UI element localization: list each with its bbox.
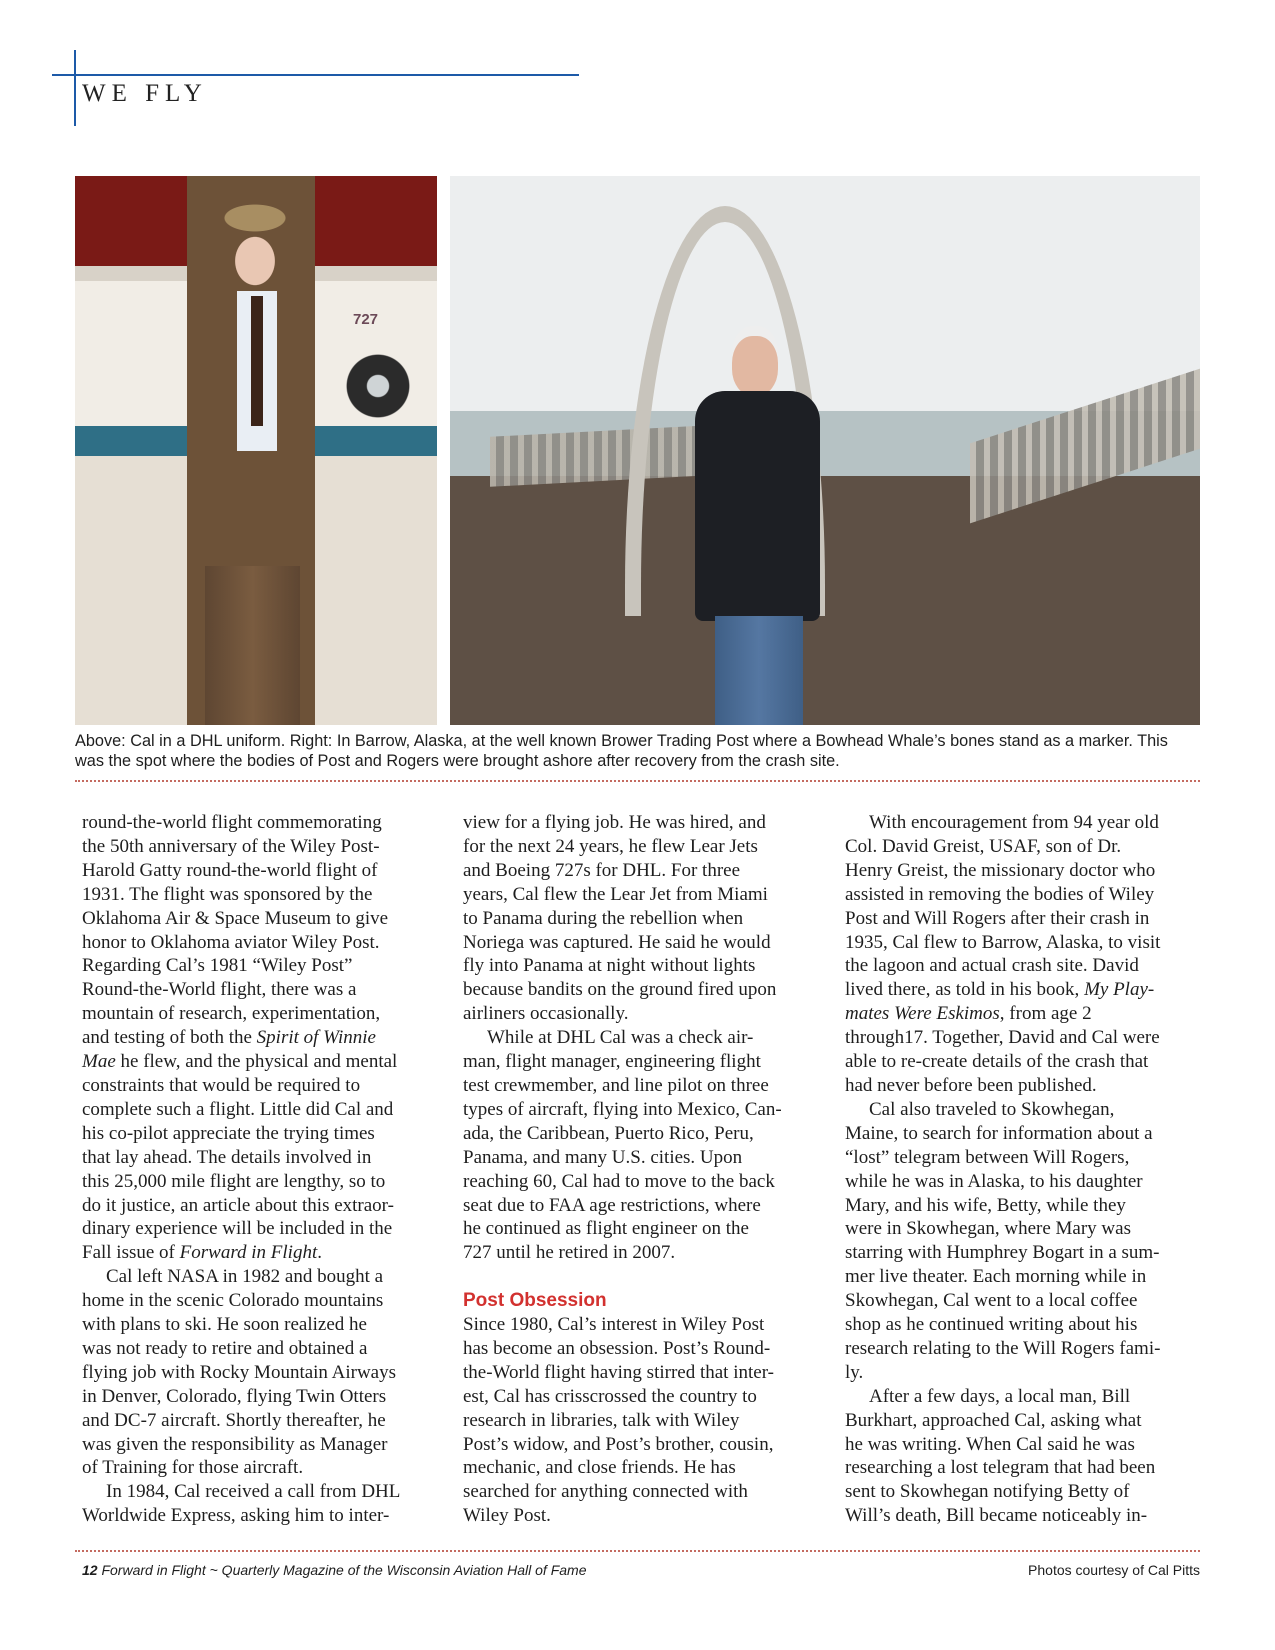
- photo-caption: Above: Cal in a DHL uniform. Right: In Barrow, Alaska, at the well known Brower Trading Post where a Bowhead Whale’s bones stand as a marker. This was the spot where the bodies of Post and Rogers were brought ashore after recovery from the crash site.: [75, 732, 1168, 770]
- text-run: Fall issue of: [82, 1242, 180, 1264]
- text-line: Oklahoma Air & Space Museum to give: [82, 907, 389, 929]
- text-line: reaching 60, Cal had to move to the back: [463, 1170, 775, 1192]
- text-run: lived there, as told in his book,: [845, 979, 1085, 1001]
- text-line: view for a flying job. He was hired, and: [463, 812, 766, 833]
- text-line: able to re-create details of the crash that: [845, 1051, 1149, 1073]
- text-line: and Boeing 727s for DHL. For three: [463, 859, 741, 881]
- text-run: , from age 2: [999, 1003, 1092, 1025]
- text-line: home in the scenic Colorado mountains: [82, 1290, 384, 1312]
- text-line: Noriega was captured. He said he would: [463, 931, 771, 953]
- text-line: through17. Together, David and Cal were: [845, 1027, 1160, 1049]
- text-line: 1935, Cal flew to Barrow, Alaska, to visit: [845, 931, 1161, 953]
- text-line: he continued as flight engineer on the: [463, 1218, 749, 1240]
- text-line: the-World flight having stirred that inter-: [463, 1361, 774, 1383]
- text-line: mer live theater. Each morning while in: [845, 1266, 1147, 1288]
- text-line: researching a lost telegram that had been: [845, 1457, 1156, 1479]
- text-line: because bandits on the ground fired upon: [463, 979, 777, 1001]
- text-line: dinary experience will be included in the: [82, 1218, 393, 1240]
- text-line: “lost” telegram between Will Rogers,: [845, 1146, 1130, 1168]
- text-line: shop as he continued writing about his: [845, 1314, 1138, 1336]
- text-line: Panama, and many U.S. cities. Upon: [463, 1146, 743, 1168]
- photo-shape: [343, 346, 413, 426]
- text-line: he was writing. When Cal said he was: [845, 1433, 1135, 1455]
- header-vertical-rule: [74, 50, 76, 126]
- text-line: [82, 1050, 432, 1074]
- footer-dotted-rule: [75, 1550, 1200, 1552]
- text-line: of Training for those aircraft.: [82, 1457, 304, 1479]
- text-line: airliners occasionally.: [463, 1003, 629, 1025]
- text-line: that lay ahead. The details involved in: [82, 1146, 372, 1168]
- photo-cal-dhl-uniform: [75, 176, 437, 725]
- page-number: 12: [82, 1562, 98, 1578]
- text-run: .: [317, 1242, 322, 1264]
- text-line: Wiley Post.: [463, 1505, 551, 1527]
- text-line: his co-pilot appreciate the trying times: [82, 1122, 375, 1144]
- book-title-italic: My Play-: [1084, 979, 1155, 1001]
- text-line: was not ready to retire and obtained a: [82, 1337, 368, 1359]
- text-line: research in libraries, talk with Wiley: [463, 1409, 740, 1431]
- text-line: years, Cal flew the Lear Jet from Miami: [463, 883, 768, 905]
- photo-shape: [732, 336, 778, 396]
- text-line: flying job with Rocky Mountain Airways: [82, 1361, 397, 1383]
- text-line: ly.: [845, 1361, 864, 1383]
- text-line: Burkhart, approached Cal, asking what: [845, 1409, 1142, 1431]
- text-line: Since 1980, Cal’s interest in Wiley Post: [463, 1314, 765, 1336]
- text-line: this 25,000 mile flight are lengthy, so to: [82, 1170, 386, 1192]
- text-line: with plans to ski. He soon realized he: [82, 1314, 367, 1336]
- publication-name: Forward in Flight ~ Quarterly Magazine of the Wisconsin Aviation Hall of Fame: [97, 1562, 587, 1578]
- text-line: while he was in Alaska, to his daughter: [845, 1170, 1143, 1192]
- text-line: 727 until he retired in 2007.: [463, 1242, 676, 1264]
- aircraft-label: 727: [353, 311, 379, 328]
- text-line: Post’s widow, and Post’s brother, cousin,: [463, 1433, 774, 1455]
- text-run: he flew, and the physical and mental: [115, 1051, 398, 1073]
- text-line: seat due to FAA age restrictions, where: [463, 1194, 761, 1216]
- text-line: [845, 978, 1195, 1002]
- text-line: Skowhegan, Cal went to a local coffee: [845, 1290, 1138, 1312]
- text-line: research relating to the Will Rogers fami-: [845, 1337, 1161, 1359]
- text-line: While at DHL Cal was a check air-: [487, 1027, 754, 1049]
- text-line: est, Cal has crisscrossed the country to: [463, 1385, 757, 1407]
- text-line: [82, 1026, 432, 1050]
- article-column-2: [463, 811, 813, 1528]
- photo-barrow-whale-bones: [450, 176, 1200, 725]
- section-title: WE FLY: [82, 80, 208, 107]
- text-line: After a few days, a local man, Bill: [869, 1385, 1131, 1407]
- book-title-italic: mates Were Eskimos: [845, 1003, 1000, 1025]
- text-run: and testing of both the: [82, 1027, 257, 1049]
- footer-publication: [82, 1562, 587, 1578]
- text-line: Worldwide Express, asking him to inter-: [82, 1505, 390, 1527]
- text-line: round-the-world flight commemorating: [82, 812, 382, 833]
- footer-photo-credit: Photos courtesy of Cal Pitts: [1028, 1562, 1200, 1578]
- photo-shape: [970, 369, 1200, 524]
- text-line: Cal also traveled to Skowhegan,: [869, 1098, 1115, 1120]
- photo-shape: [251, 296, 263, 426]
- article-column-1: [82, 811, 432, 1528]
- subhead-post-obsession: Post Obsession: [463, 1290, 607, 1312]
- text-line: to Panama during the rebellion when: [463, 907, 744, 929]
- text-line: With encouragement from 94 year old: [869, 812, 1159, 833]
- text-line: Regarding Cal’s 1981 “Wiley Post”: [82, 955, 353, 977]
- text-line: [845, 1002, 1195, 1026]
- header-horizontal-rule: [52, 74, 579, 76]
- text-line: had never before been published.: [845, 1074, 1097, 1096]
- text-line: Col. David Greist, USAF, son of Dr.: [845, 835, 1122, 857]
- text-line: Mary, and his wife, Betty, while they: [845, 1194, 1126, 1216]
- aircraft-name-italic: Spirit of Winnie: [256, 1027, 376, 1049]
- text-line: mechanic, and close friends. He has: [463, 1457, 736, 1479]
- text-line: [82, 1241, 432, 1265]
- text-line: In 1984, Cal received a call from DHL: [106, 1481, 401, 1503]
- text-line: has become an obsession. Post’s Round-: [463, 1337, 771, 1359]
- text-line: starring with Humphrey Bogart in a sum-: [845, 1242, 1160, 1264]
- text-line: the 50th anniversary of the Wiley Post-: [82, 835, 380, 857]
- text-line: and DC-7 aircraft. Shortly thereafter, he: [82, 1409, 386, 1431]
- text-line: man, flight manager, engineering flight: [463, 1051, 761, 1073]
- text-line: complete such a flight. Little did Cal and: [82, 1098, 394, 1120]
- text-line: honor to Oklahoma aviator Wiley Post.: [82, 931, 380, 953]
- text-line: ada, the Caribbean, Puerto Rico, Peru,: [463, 1122, 754, 1144]
- text-line: Round-the-World flight, there was a: [82, 979, 357, 1001]
- aircraft-name-italic: Mae: [82, 1051, 116, 1073]
- text-line: Harold Gatty round-the-world flight of: [82, 859, 378, 881]
- caption-dotted-rule: [75, 780, 1200, 782]
- text-line: Cal left NASA in 1982 and bought a: [106, 1266, 384, 1288]
- text-line: were in Skowhegan, where Mary was: [845, 1218, 1131, 1240]
- text-line: do it justice, an article about this extraor-: [82, 1194, 394, 1216]
- text-line: types of aircraft, flying into Mexico, Can-: [463, 1098, 782, 1120]
- text-line: 1931. The flight was sponsored by the: [82, 883, 373, 905]
- photo-shape: [715, 616, 803, 725]
- photo-shape: [695, 391, 820, 621]
- text-line: constraints that would be required to: [82, 1074, 361, 1096]
- text-line: the lagoon and actual crash site. David: [845, 955, 1139, 977]
- text-line: Post and Will Rogers after their crash in: [845, 907, 1150, 929]
- text-line: was given the responsibility as Manager: [82, 1433, 388, 1455]
- text-line: Will’s death, Bill became noticeably in-: [845, 1505, 1148, 1527]
- article-column-3: [845, 811, 1195, 1528]
- photo-shape: [205, 566, 300, 725]
- text-line: test crewmember, and line pilot on three: [463, 1074, 769, 1096]
- text-line: sent to Skowhegan notifying Betty of: [845, 1481, 1130, 1503]
- text-line: searched for anything connected with: [463, 1481, 748, 1503]
- text-line: in Denver, Colorado, flying Twin Otters: [82, 1385, 387, 1407]
- text-line: fly into Panama at night without lights: [463, 955, 756, 977]
- text-line: Maine, to search for information about a: [845, 1122, 1153, 1144]
- text-line: Henry Greist, the missionary doctor who: [845, 859, 1156, 881]
- text-line: mountain of research, experimentation,: [82, 1003, 381, 1025]
- text-line: for the next 24 years, he flew Lear Jets: [463, 835, 758, 857]
- text-line: assisted in removing the bodies of Wiley: [845, 883, 1155, 905]
- publication-name-italic: Forward in Flight: [179, 1242, 318, 1264]
